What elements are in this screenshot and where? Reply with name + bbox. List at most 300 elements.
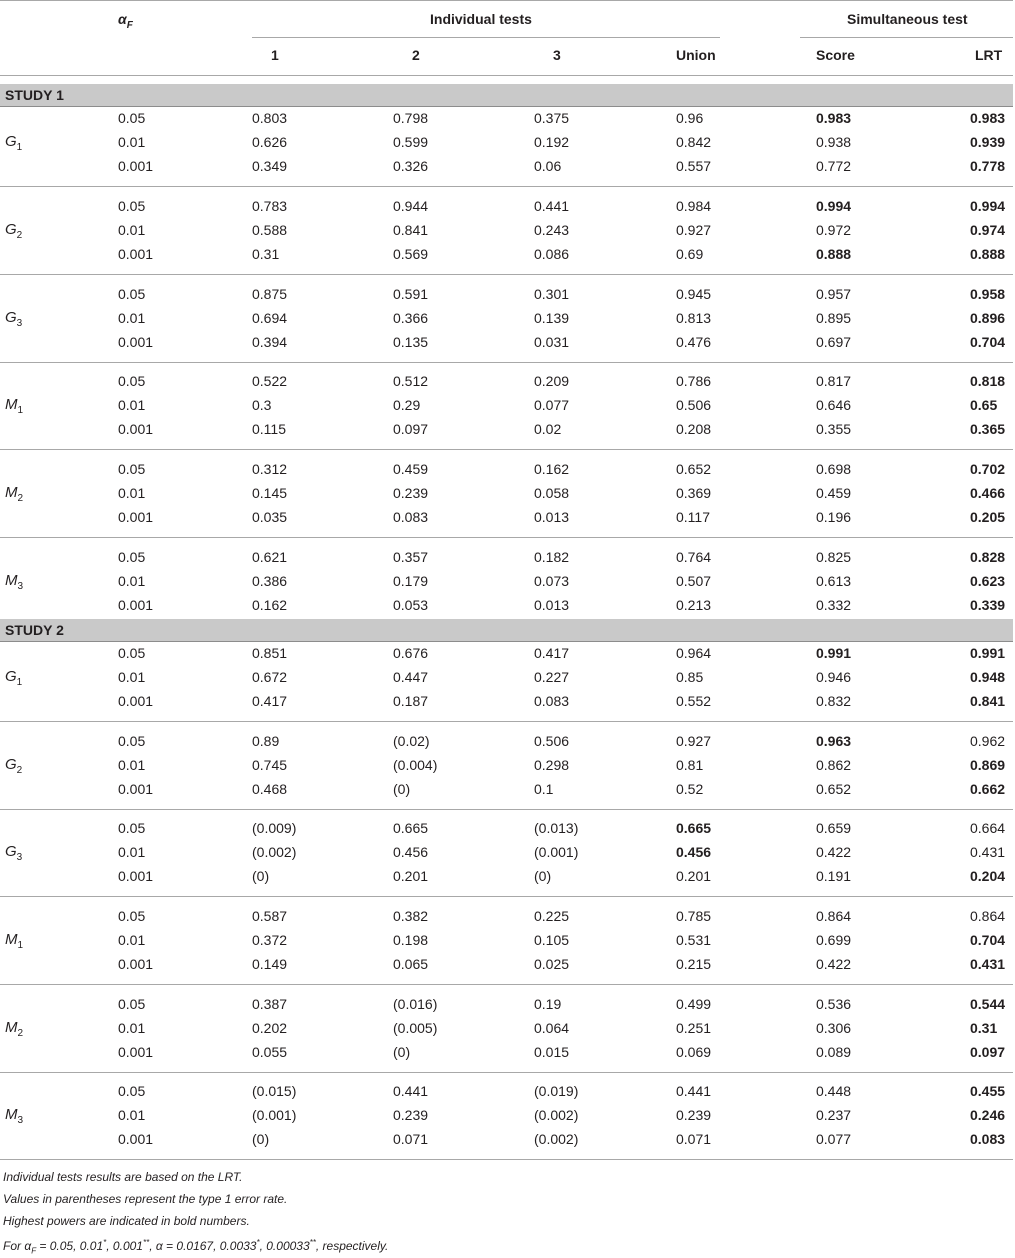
table-cell: 0.1	[534, 781, 554, 797]
table-cell: 0.676	[393, 645, 429, 661]
table-cell: 0.013	[534, 509, 570, 525]
group-index: 2	[16, 230, 23, 241]
table-cell: 0.192	[534, 134, 570, 150]
table-cell: 0.447	[393, 669, 429, 685]
table-cell: 0.332	[816, 597, 852, 613]
table-cell: 0.818	[970, 373, 1006, 389]
study-label: STUDY 1	[5, 87, 64, 103]
table-cell: 0.366	[393, 310, 429, 326]
alpha-value-cell: 0.001	[118, 334, 154, 350]
table-cell: 0.251	[676, 1020, 712, 1036]
table-cell: 0.459	[393, 461, 429, 477]
table-cell: 0.927	[676, 222, 712, 238]
table-cell: 0.613	[816, 573, 852, 589]
table-cell: 0.468	[252, 781, 288, 797]
table-cell: 0.456	[676, 844, 712, 860]
table-cell: 0.077	[816, 1131, 852, 1147]
group-letter: M	[5, 1106, 18, 1123]
footnote-alpha: For $\alpha_F = 0.05$, 0.01*, 0.001**, α = 0.0167, 0.0033*, 0.00033**, respectively.	[3, 1238, 389, 1256]
group-letter: G	[5, 133, 17, 150]
table-cell: 0.652	[676, 461, 712, 477]
table-cell: 0.208	[676, 421, 712, 437]
alpha-value-cell: 0.05	[118, 198, 146, 214]
group-divider	[0, 274, 1013, 275]
group-divider	[0, 896, 1013, 897]
table-cell: 0.201	[393, 868, 429, 884]
table-cell: 0.201	[676, 868, 712, 884]
alpha-value-cell: 0.01	[118, 844, 146, 860]
table-cell: 0.31	[970, 1020, 998, 1036]
table-cell: 0.083	[393, 509, 429, 525]
group-label	[5, 397, 23, 419]
table-cell: 0.69	[676, 246, 704, 262]
alpha-value-cell: 0.001	[118, 509, 154, 525]
table-cell: 0.817	[816, 373, 852, 389]
group-index: 3	[16, 318, 23, 329]
group-index: 1	[17, 405, 24, 416]
alpha-value-cell: 0.01	[118, 397, 146, 413]
footnote-parentheses: Values in parentheses represent the type 1 error rate.	[3, 1192, 288, 1206]
table-cell: 0.841	[970, 693, 1006, 709]
table-cell: 0.962	[970, 733, 1006, 749]
table-cell: 0.365	[970, 421, 1006, 437]
group-label	[5, 1107, 23, 1129]
group-divider	[0, 186, 1013, 187]
table-cell: 0.665	[676, 820, 712, 836]
table-cell: 0.394	[252, 334, 288, 350]
table-cell: 0.105	[534, 932, 570, 948]
group-index: 1	[17, 940, 24, 951]
alpha-value-cell: 0.001	[118, 1131, 154, 1147]
table-cell: (0)	[534, 868, 552, 884]
table-cell: 0.31	[252, 246, 280, 262]
table-cell: 0.864	[970, 908, 1006, 924]
table-cell: 0.785	[676, 908, 712, 924]
table-cell: 0.588	[252, 222, 288, 238]
table-cell: 0.983	[816, 110, 852, 126]
table-cell: 0.441	[393, 1083, 429, 1099]
table-cell: 0.035	[252, 509, 288, 525]
alpha-value-cell: 0.01	[118, 1107, 146, 1123]
table-cell: 0.662	[970, 781, 1006, 797]
table-cell: 0.659	[816, 820, 852, 836]
table-cell: 0.963	[816, 733, 852, 749]
table-top-rule	[0, 0, 1013, 1]
table-cell: (0.005)	[393, 1020, 438, 1036]
group-index: 3	[16, 852, 23, 863]
table-cell: 0.895	[816, 310, 852, 326]
table-cell: 0.053	[393, 597, 429, 613]
group-letter: M	[5, 572, 18, 589]
table-cell: 0.455	[970, 1083, 1006, 1099]
table-cell: 0.85	[676, 669, 704, 685]
table-cell: (0.001)	[534, 844, 579, 860]
table-cell: (0.002)	[534, 1131, 579, 1147]
table-cell: 0.417	[534, 645, 570, 661]
table-cell: 0.945	[676, 286, 712, 302]
table-cell: 0.369	[676, 485, 712, 501]
table-cell: 0.239	[393, 485, 429, 501]
alpha-value-cell: 0.01	[118, 1020, 146, 1036]
group-letter: G	[5, 221, 17, 238]
table-cell: 0.205	[970, 509, 1006, 525]
table-cell: 0.704	[970, 334, 1006, 350]
table-cell: 0.665	[393, 820, 429, 836]
table-cell: (0.02)	[393, 733, 430, 749]
table-cell: 0.089	[816, 1044, 852, 1060]
individual-tests-header: Individual tests	[430, 11, 532, 27]
table-cell: 0.145	[252, 485, 288, 501]
table-cell: 0.058	[534, 485, 570, 501]
table-cell: 0.097	[393, 421, 429, 437]
table-cell: 0.191	[816, 868, 852, 884]
table-cell: 0.828	[970, 549, 1006, 565]
table-cell: 0.81	[676, 757, 704, 773]
table-cell: 0.764	[676, 549, 712, 565]
table-cell: 0.312	[252, 461, 288, 477]
table-cell: 0.697	[816, 334, 852, 350]
group-letter: G	[5, 756, 17, 773]
group-index: 2	[16, 765, 23, 776]
group-index: 1	[16, 142, 23, 153]
table-cell: 0.522	[252, 373, 288, 389]
table-cell: 0.875	[252, 286, 288, 302]
alpha-value-cell: 0.001	[118, 1044, 154, 1060]
table-cell: 0.466	[970, 485, 1006, 501]
table-cell: 0.841	[393, 222, 429, 238]
table-cell: 0.694	[252, 310, 288, 326]
alpha-value-cell: 0.001	[118, 956, 154, 972]
footnote-lrt: Individual tests results are based on the LRT.	[3, 1170, 243, 1184]
table-cell: 0.422	[816, 956, 852, 972]
table-cell: 0.944	[393, 198, 429, 214]
table-cell: (0.019)	[534, 1083, 579, 1099]
alpha-value-cell: 0.001	[118, 246, 154, 262]
alpha-value-cell: 0.01	[118, 485, 146, 501]
table-cell: 0.077	[534, 397, 570, 413]
alpha-value-cell: 0.05	[118, 549, 146, 565]
alpha-value-cell: 0.05	[118, 1083, 146, 1099]
table-cell: 0.972	[816, 222, 852, 238]
group-divider	[0, 1072, 1013, 1073]
table-cell: 0.994	[816, 198, 852, 214]
table-cell: 0.946	[816, 669, 852, 685]
table-cell: 0.19	[534, 996, 562, 1012]
alpha-value-cell: 0.05	[118, 996, 146, 1012]
alpha-value-cell: 0.001	[118, 693, 154, 709]
table-cell: 0.888	[970, 246, 1006, 262]
table-cell: 0.073	[534, 573, 570, 589]
table-bottom-rule	[0, 1159, 1013, 1160]
table-cell: 0.086	[534, 246, 570, 262]
table-cell: 0.448	[816, 1083, 852, 1099]
table-cell: 0.382	[393, 908, 429, 924]
table-cell: 0.974	[970, 222, 1006, 238]
table-cell: 0.957	[816, 286, 852, 302]
group-letter: M	[5, 484, 18, 501]
table-cell: (0.013)	[534, 820, 579, 836]
table-cell: 0.117	[676, 509, 710, 525]
table-cell: 0.083	[970, 1131, 1006, 1147]
table-cell: 0.301	[534, 286, 570, 302]
group-index: 3	[17, 1115, 24, 1126]
table-cell: 0.938	[816, 134, 852, 150]
group-index: 2	[17, 1028, 24, 1039]
table-cell: 0.772	[816, 158, 852, 174]
table-cell: 0.237	[816, 1107, 852, 1123]
table-cell: 0.071	[676, 1131, 712, 1147]
table-cell: 0.015	[534, 1044, 570, 1060]
table-cell: 0.476	[676, 334, 712, 350]
table-cell: (0)	[393, 1044, 411, 1060]
table-cell: 0.745	[252, 757, 288, 773]
table-cell: 0.798	[393, 110, 429, 126]
simultaneous-test-header: Simultaneous test	[847, 11, 968, 27]
table-cell: 0.599	[393, 134, 429, 150]
column-header-2: 2	[412, 47, 420, 63]
table-cell: 0.544	[970, 996, 1006, 1012]
alpha-value-cell: 0.01	[118, 932, 146, 948]
table-cell: 0.832	[816, 693, 852, 709]
table-cell: (0)	[393, 781, 411, 797]
table-cell: 0.083	[534, 693, 570, 709]
table-cell: 0.869	[970, 757, 1006, 773]
table-cell: 0.097	[970, 1044, 1006, 1060]
group-letter: M	[5, 1019, 18, 1036]
table-cell: 0.569	[393, 246, 429, 262]
alpha-value-cell: 0.01	[118, 222, 146, 238]
alpha-value-cell: 0.01	[118, 757, 146, 773]
table-cell: 0.803	[252, 110, 288, 126]
table-cell: 0.591	[393, 286, 429, 302]
table-cell: 0.939	[970, 134, 1006, 150]
table-cell: 0.213	[676, 597, 712, 613]
table-cell: 0.783	[252, 198, 288, 214]
table-cell: 0.948	[970, 669, 1006, 685]
table-cell: (0.004)	[393, 757, 438, 773]
table-cell: 0.239	[393, 1107, 429, 1123]
table-cell: 0.65	[970, 397, 998, 413]
group-index: 2	[17, 493, 24, 504]
table-cell: 0.89	[252, 733, 280, 749]
individual-tests-underline	[252, 37, 720, 38]
group-label	[5, 485, 23, 507]
group-letter: M	[5, 396, 18, 413]
group-label	[5, 134, 22, 156]
group-index: 1	[16, 677, 23, 688]
group-divider	[0, 537, 1013, 538]
group-index: 3	[17, 581, 24, 592]
alpha-value-cell: 0.001	[118, 781, 154, 797]
table-cell: 0.29	[393, 397, 421, 413]
column-header-1: 1	[271, 47, 279, 63]
study-band-2	[0, 619, 1013, 642]
table-cell: 0.243	[534, 222, 570, 238]
table-cell: 0.927	[676, 733, 712, 749]
table-cell: 0.06	[534, 158, 562, 174]
group-letter: G	[5, 309, 17, 326]
table-cell: 0.441	[676, 1083, 712, 1099]
table-cell: (0.002)	[252, 844, 297, 860]
table-cell: 0.557	[676, 158, 712, 174]
table-cell: (0)	[252, 868, 270, 884]
table-cell: 0.069	[676, 1044, 712, 1060]
alpha-value-cell: 0.05	[118, 645, 146, 661]
table-cell: 0.52	[676, 781, 704, 797]
alpha-value-cell: 0.05	[118, 373, 146, 389]
table-cell: 0.431	[970, 956, 1006, 972]
table-cell: 0.071	[393, 1131, 429, 1147]
table-cell: (0.001)	[252, 1107, 297, 1123]
study-label: STUDY 2	[5, 622, 64, 638]
table-cell: 0.512	[393, 373, 429, 389]
table-cell: 0.626	[252, 134, 288, 150]
table-cell: 0.196	[816, 509, 852, 525]
table-cell: 0.055	[252, 1044, 288, 1060]
table-cell: 0.896	[970, 310, 1006, 326]
group-divider	[0, 984, 1013, 985]
alpha-value-cell: 0.05	[118, 820, 146, 836]
table-cell: 0.306	[816, 1020, 852, 1036]
table-cell: 0.162	[252, 597, 288, 613]
table-cell: 0.531	[676, 932, 712, 948]
table-cell: 0.417	[252, 693, 288, 709]
table-cell: 0.149	[252, 956, 288, 972]
alpha-value-cell: 0.001	[118, 158, 154, 174]
table-cell: (0.009)	[252, 820, 297, 836]
table-cell: (0)	[252, 1131, 270, 1147]
table-cell: 0.031	[534, 334, 570, 350]
group-divider	[0, 362, 1013, 363]
group-label	[5, 573, 23, 595]
table-cell: 0.699	[816, 932, 852, 948]
table-cell: 0.225	[534, 908, 570, 924]
alpha-value-cell: 0.01	[118, 134, 146, 150]
table-cell: 0.187	[393, 693, 429, 709]
table-cell: 0.623	[970, 573, 1006, 589]
table-cell: 0.888	[816, 246, 852, 262]
column-header-score: Score	[816, 47, 855, 63]
table-cell: 0.209	[534, 373, 570, 389]
table-cell: 0.507	[676, 573, 712, 589]
table-cell: 0.983	[970, 110, 1006, 126]
table-cell: 0.375	[534, 110, 570, 126]
table-cell: 0.864	[816, 908, 852, 924]
group-label	[5, 310, 22, 332]
table-cell: 0.202	[252, 1020, 288, 1036]
table-cell: 0.456	[393, 844, 429, 860]
group-letter: M	[5, 931, 18, 948]
table-cell: 0.431	[970, 844, 1006, 860]
alpha-value-cell: 0.01	[118, 573, 146, 589]
table-cell: 0.441	[534, 198, 570, 214]
table-cell: 0.298	[534, 757, 570, 773]
table-cell: 0.778	[970, 158, 1006, 174]
column-header-3: 3	[553, 47, 561, 63]
table-cell: 0.991	[970, 645, 1006, 661]
table-cell: 0.386	[252, 573, 288, 589]
alpha-value-cell: 0.05	[118, 733, 146, 749]
table-cell: 0.013	[534, 597, 570, 613]
table-cell: 0.96	[676, 110, 704, 126]
group-label	[5, 222, 22, 244]
table-cell: 0.162	[534, 461, 570, 477]
table-cell: 0.064	[534, 1020, 570, 1036]
table-cell: 0.239	[676, 1107, 712, 1123]
table-cell: 0.958	[970, 286, 1006, 302]
study-band-1	[0, 84, 1013, 107]
table-cell: 0.664	[970, 820, 1006, 836]
table-cell: 0.227	[534, 669, 570, 685]
table-cell: (0.002)	[534, 1107, 579, 1123]
table-cell: 0.652	[816, 781, 852, 797]
table-cell: 0.357	[393, 549, 429, 565]
table-cell: (0.015)	[252, 1083, 297, 1099]
table-cell: 0.198	[393, 932, 429, 948]
table-cell: 0.025	[534, 956, 570, 972]
alpha-value-cell: 0.01	[118, 310, 146, 326]
table-cell: 0.672	[252, 669, 288, 685]
alpha-column-header: $\alpha_F$	[118, 11, 133, 31]
column-header-union: Union	[676, 47, 716, 63]
group-label	[5, 1020, 23, 1042]
table-cell: 0.339	[970, 597, 1006, 613]
table-cell: 0.204	[970, 868, 1006, 884]
table-cell: (0.016)	[393, 996, 438, 1012]
table-cell: 0.3	[252, 397, 272, 413]
table-cell: 0.587	[252, 908, 288, 924]
simultaneous-test-underline	[800, 37, 1013, 38]
alpha-value-cell: 0.05	[118, 461, 146, 477]
table-cell: 0.825	[816, 549, 852, 565]
table-cell: 0.355	[816, 421, 852, 437]
table-cell: 0.422	[816, 844, 852, 860]
table-cell: 0.349	[252, 158, 288, 174]
table-cell: 0.459	[816, 485, 852, 501]
table-cell: 0.115	[252, 421, 286, 437]
alpha-value-cell: 0.001	[118, 597, 154, 613]
header-bottom-rule	[0, 75, 1013, 76]
table-cell: 0.862	[816, 757, 852, 773]
group-label	[5, 757, 22, 779]
table-cell: 0.842	[676, 134, 712, 150]
table-cell: 0.991	[816, 645, 852, 661]
table-cell: 0.621	[252, 549, 288, 565]
table-cell: 0.786	[676, 373, 712, 389]
alpha-value-cell: 0.05	[118, 286, 146, 302]
group-divider	[0, 809, 1013, 810]
alpha-value-cell: 0.001	[118, 421, 154, 437]
table-cell: 0.139	[534, 310, 570, 326]
column-header-lrt: LRT	[975, 47, 1003, 63]
group-letter: G	[5, 668, 17, 685]
table-cell: 0.02	[534, 421, 562, 437]
table-cell: 0.499	[676, 996, 712, 1012]
table-cell: 0.984	[676, 198, 712, 214]
group-label	[5, 932, 23, 954]
table-cell: 0.646	[816, 397, 852, 413]
table-cell: 0.215	[676, 956, 712, 972]
group-divider	[0, 721, 1013, 722]
group-label	[5, 844, 22, 866]
group-divider	[0, 449, 1013, 450]
table-cell: 0.182	[534, 549, 570, 565]
table-cell: 0.179	[393, 573, 429, 589]
table-cell: 0.065	[393, 956, 429, 972]
table-cell: 0.326	[393, 158, 429, 174]
table-cell: 0.813	[676, 310, 712, 326]
table-cell: 0.552	[676, 693, 712, 709]
